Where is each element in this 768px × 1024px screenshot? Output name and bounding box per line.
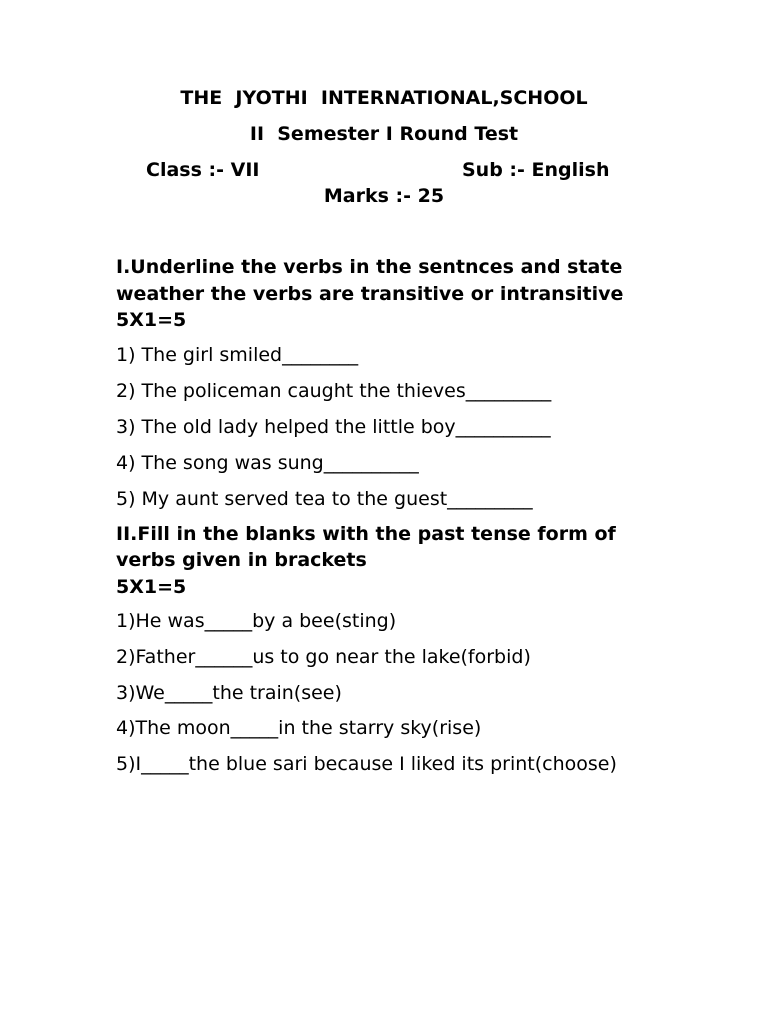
instruction-line: weather the verbs are transitive or intransitive (116, 282, 624, 305)
instruction-line: verbs given in brackets (116, 549, 367, 572)
marks-label: Marks :- 25 (323, 185, 445, 207)
question-item: 2) The policeman caught the thieves_________ (116, 380, 552, 402)
question-item: 5)I_____the blue sari because I liked its print(choose) (116, 753, 617, 775)
instruction-line: II.Fill in the blanks with the past tense form of (116, 522, 616, 545)
question-item: 3)We_____the train(see) (116, 681, 342, 704)
class-label: Class :- VII (146, 159, 260, 181)
question-item: 4)The moon_____in the starry sky(rise) (116, 717, 482, 740)
question-item: 1) The girl smiled________ (116, 344, 359, 366)
section-2-instruction (116, 521, 756, 601)
question-item: 3) The old lady helped the little boy__________ (116, 416, 551, 438)
question-item: 4) The song was sung__________ (116, 452, 419, 474)
question-item: 1)He was_____by a bee(sting) (116, 610, 397, 632)
section-1-instruction (116, 254, 756, 334)
instruction-line: I.Underline the verbs in the sentnces and state (116, 256, 623, 278)
section-1-questions (116, 337, 756, 517)
school-name: THE JYOTHI INTERNATIONAL,SCHOOL (180, 87, 588, 109)
exam-title: II Semester I Round Test (249, 123, 519, 145)
marks-scheme: 5X1=5 (116, 575, 187, 598)
subject-label: Sub :- English (462, 159, 610, 181)
question-item: 5) My aunt served tea to the guest_________ (116, 488, 533, 510)
question-item: 2)Father______us to go near the lake(forbid) (116, 645, 531, 668)
marks-scheme: 5X1=5 (116, 309, 187, 331)
section-2-questions (116, 604, 756, 783)
